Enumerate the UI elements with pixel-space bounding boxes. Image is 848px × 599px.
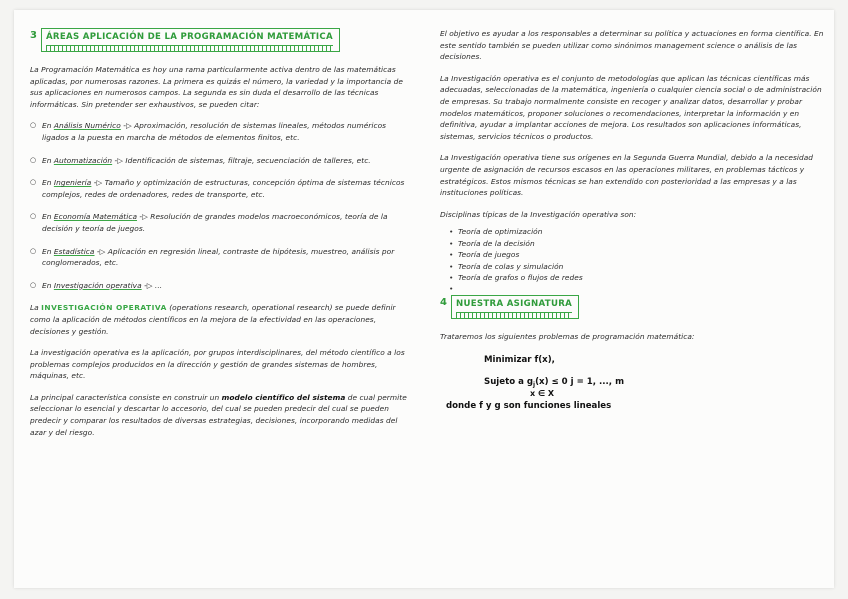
section-number: 3: [30, 30, 37, 41]
circle-bullet-icon: ○: [30, 212, 37, 221]
term: Estadística: [53, 246, 95, 256]
objective-line: Minimizar f(x),: [484, 354, 555, 365]
section-title-box: [451, 295, 579, 319]
list-item: ○ En Automatización -▷ Identificación de sistemas, filtraje, secuenciación de talleres, etc.: [30, 155, 371, 165]
circle-bullet-icon: ○: [30, 246, 37, 255]
list-item: ○ En Estadística -▷ Aplicación en regresión lineal, contraste de hipótesis, muestreo, análisis por conglomerados, etc.: [30, 246, 395, 268]
circle-bullet-icon: ○: [30, 178, 37, 187]
title-underline-decoration: [456, 312, 572, 318]
section-title: ÁREAS APLICACIÓN DE LA PROGRAMACIÓN MATEMÁTICA: [45, 32, 333, 42]
section-4-heading: [440, 295, 825, 319]
origins-paragraph: La Investigación operativa tiene sus orígenes en la Segunda Guerra Mundial, debido a la necesidad urgente de asignación de recursos escasos en las operaciones militares, en problemas tácticos y estratégicos. Estos mismos técnicas se han extendido con posterioridad a las empresas y a las instituciones políticas.: [440, 153, 814, 198]
note-line: donde f y g son funciones lineales: [446, 400, 612, 411]
term: Economía Matemática: [53, 212, 138, 222]
list-item: ○ En Análisis Numérico -▷ Aproximación, resolución de sistemas lineales, métodos numéricos ligados a la puesta en marcha de métodos de elementos finitos, etc.: [30, 121, 387, 142]
notes-page: [14, 10, 834, 588]
list-item: • Teoría de la decisión: [458, 238, 825, 249]
io-definition-paragraph: La INVESTIGACIÓN OPERATIVA (operations research, operational research) se puede definir como la aplicación de métodos científicos en la mejora de la efectividad en las operaciones, decisiones y gestión.: [30, 303, 396, 336]
model-term: modelo científico del sistema: [221, 392, 346, 402]
section-title-box: [41, 28, 340, 52]
circle-bullet-icon: ○: [30, 121, 37, 130]
term: Ingeniería: [53, 178, 92, 188]
term: Investigación operativa: [53, 280, 142, 290]
list-item: • Teoría de optimización: [458, 226, 825, 237]
right-column: [440, 28, 825, 415]
applications-list: [30, 120, 410, 291]
course-paragraph: Trataremos los siguientes problemas de programación matemática:: [440, 332, 695, 342]
list-item: ○ En Ingeniería -▷ Tamaño y optimización de estructuras, concepción óptima de sistemas técnicos complejos, redes de ordenadores, redes de transporte, etc.: [30, 178, 405, 199]
constraint-line: Sujeto a $g_j(x) \le 0$ j = 1, ..., m: [484, 376, 625, 389]
io-term: INVESTIGACIÓN OPERATIVA: [41, 303, 167, 313]
section-number: 4: [440, 297, 447, 309]
left-column: [30, 28, 410, 448]
list-item: • Teoría de colas y simulación: [458, 261, 825, 272]
circle-bullet-icon: ○: [30, 280, 37, 289]
term: Automatización: [53, 155, 113, 165]
list-item: ○ En Economía Matemática -▷ Resolución de grandes modelos macroeconómicos, teoría de la decisión y teoría de juegos.: [30, 212, 388, 233]
section-3-heading: [30, 28, 410, 52]
section-title: NUESTRA ASIGNATURA: [455, 299, 573, 310]
list-item: • Teoría de grafos o flujos de redes: [458, 272, 825, 283]
list-item: • Teoría de juegos: [458, 249, 825, 260]
objective-paragraph: El objetivo es ayudar a los responsables a determinar su política y actuaciones en forma científica. En este sentido también se pueden utilizar como sinónimos management science o análisis de las decisiones.: [440, 29, 824, 62]
disciplines-list: [440, 226, 825, 283]
term: Análisis Numérico: [53, 121, 121, 131]
circle-bullet-icon: ○: [30, 155, 37, 164]
math-problem: [440, 355, 825, 415]
list-item: ○ En Investigación operativa -▷ ...: [30, 280, 163, 290]
methodology-paragraph: La Investigación operativa es el conjunto de metodologías que aplican las técnicas científicas más adecuadas, seleccionadas de la matemática, ingeniería o cualquier ciencia social o de administración de empresas. Su trabajo normalmente consiste en recoger y analizar datos, desarrollar y probar modelos matemáticos, proponer soluciones o recomendaciones, interpretar la información y en definitiva, ayudar a implantar acciones de mejora. Los resultados son aplicaciones informáticas, sistemas, servicios técnicos o productos.: [440, 73, 822, 141]
intro-paragraph: La Programación Matemática es hoy una rama particularmente activa dentro de las matemáticas aplicadas, por numerosas razones. La primera es quizás el número, la variedad y la importancia de sus aplicaciones en numerosos campos. La segunda es sin duda el desarrollo de las técnicas informáticas. Sin pretender ser exhaustivos, se pueden citar:: [30, 65, 403, 109]
io-paragraph-3: La principal característica consiste en construir un modelo científico del sistema de cual permite seleccionar lo esencial y descartar lo accesorio, del cual se pueden predecir del cual se pueden predecir y comparar los resultados de diversas estrategias, decisiones, incorporando medidas del azar y del riesgo.: [30, 392, 407, 437]
io-paragraph-2: La investigación operativa es la aplicación, por grupos interdisciplinares, del método científico a los problemas complejos producidos en la dirección y gestión de grandes sistemas de hombres, máquinas, etc.: [30, 348, 405, 381]
disciplines-intro: Disciplinas típicas de la Investigación operativa son:: [440, 209, 637, 219]
title-underline-decoration: [46, 45, 333, 51]
domain-line: x ∈ X: [530, 388, 555, 398]
